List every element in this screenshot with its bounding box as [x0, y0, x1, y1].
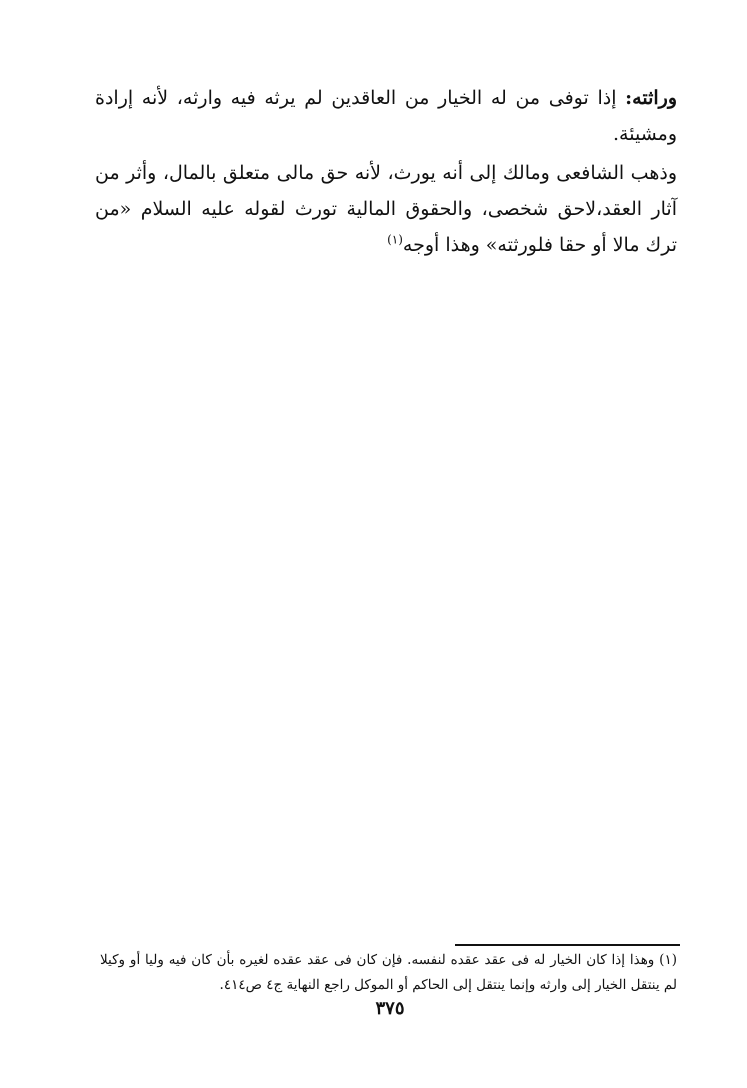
paragraph-shafii-malik-view — [95, 155, 677, 263]
footnote-reference: (١) — [387, 232, 403, 247]
paragraph-text: وذهب الشافعى ومالك إلى أنه يورث، لأنه حق مالى متعلق بالمال، وأثر من آثار العقد،لاحق شخصى، والحقوق المالية تورث لقوله عليه السلام «من ترك مالا أو حقا فلورثته» وهذا أوجه — [95, 162, 677, 256]
footnote — [100, 948, 677, 998]
paragraph-lead-term: وراثته: — [625, 87, 677, 109]
page-number: ٣٧٥ — [375, 998, 405, 1019]
paragraph-text: إذا توفى من له الخيار من العاقدين لم يرثه فيه وارثه، لأنه إرادة ومشيئة. — [95, 87, 677, 145]
footnote-divider — [455, 944, 680, 946]
footnote-text: (١) وهذا إذا كان الخيار له فى عقد عقده لنفسه. فإن كان فى عقد عقده لغيره بأن كان فيه وليا أو وكيلا لم ينتقل الخيار إلى وارثه وإنما ينتقل إلى الحاكم أو الموكل راجع النهاية ج٤ ص٤١٤. — [100, 952, 677, 993]
paragraph-inheritance — [95, 80, 677, 152]
